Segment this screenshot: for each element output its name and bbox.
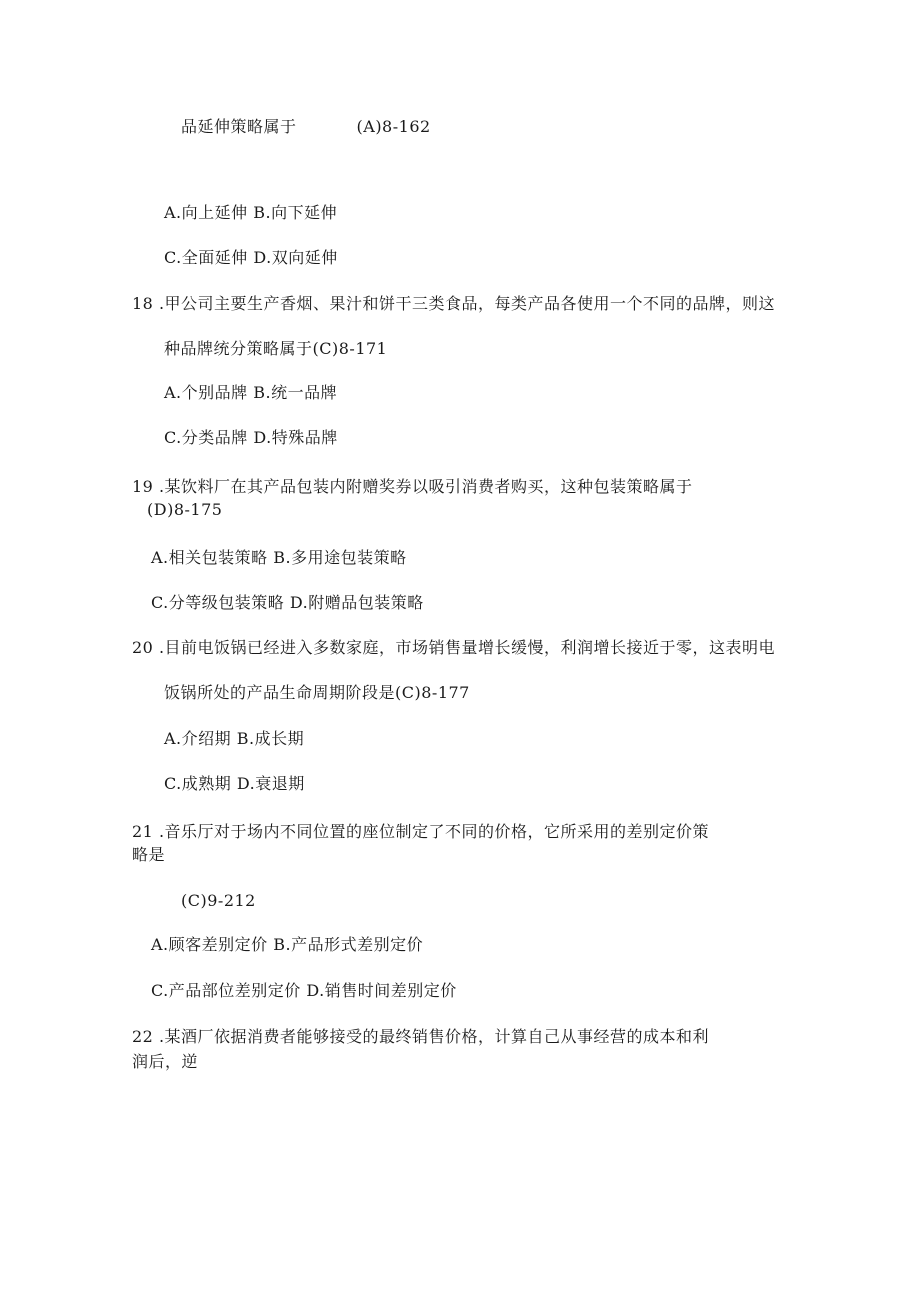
- q21-stem-line2: 略是: [132, 845, 166, 864]
- q19-option-cd: C.分等级包装策略 D.附赠品包装策略: [151, 593, 424, 612]
- q22-stem-line1: 22 .某酒厂依据消费者能够接受的最终销售价格，计算自己从事经营的成本和利: [132, 1027, 710, 1046]
- q17-answer: (A)8-162: [356, 117, 431, 136]
- q18-stem-line2: 种品牌统分策略属于(C)8-171: [164, 339, 388, 358]
- q18-stem-line1: 18 .甲公司主要生产香烟、果汁和饼干三类食品，每类产品各使用一个不同的品牌，则这: [132, 294, 776, 313]
- q20-option-ab: A.介绍期 B.成长期: [164, 729, 305, 748]
- q21-stem-line1: 21 .音乐厅对于场内不同位置的座位制定了不同的价格，它所采用的差别定价策: [132, 822, 710, 841]
- q17-option-cd: C.全面延伸 D.双向延伸: [164, 248, 338, 267]
- q17-stem-text: 品延伸策略属于: [181, 117, 297, 136]
- q22-stem-line2: 润后，逆: [132, 1052, 199, 1071]
- q21-option-cd: C.产品部位差别定价 D.销售时间差别定价: [151, 981, 457, 1000]
- q19-stem-line1: 19 .某饮料厂在其产品包装内附赠奖券以吸引消费者购买，这种包装策略属于: [132, 477, 693, 496]
- q19-stem-line2: (D)8-175: [147, 500, 223, 519]
- q19-option-ab: A.相关包装策略 B.多用途包装策略: [151, 548, 407, 567]
- q21-option-ab: A.顾客差别定价 B.产品形式差别定价: [151, 935, 424, 954]
- q17-stem-tail: [181, 117, 431, 137]
- q17-option-ab: A.向上延伸 B.向下延伸: [164, 203, 338, 222]
- q20-stem-line1: 20 .目前电饭锅已经进入多数家庭，市场销售量增长缓慢，利润增长接近于零，这表明电: [132, 638, 776, 657]
- q20-stem-line2: 饭锅所处的产品生命周期阶段是(C)8-177: [164, 683, 470, 702]
- q20-option-cd: C.成熟期 D.衰退期: [164, 774, 305, 793]
- q21-stem-line3: (C)9-212: [181, 891, 256, 910]
- q18-option-ab: A.个别品牌 B.统一品牌: [164, 383, 338, 402]
- q18-option-cd: C.分类品牌 D.特殊品牌: [164, 428, 338, 447]
